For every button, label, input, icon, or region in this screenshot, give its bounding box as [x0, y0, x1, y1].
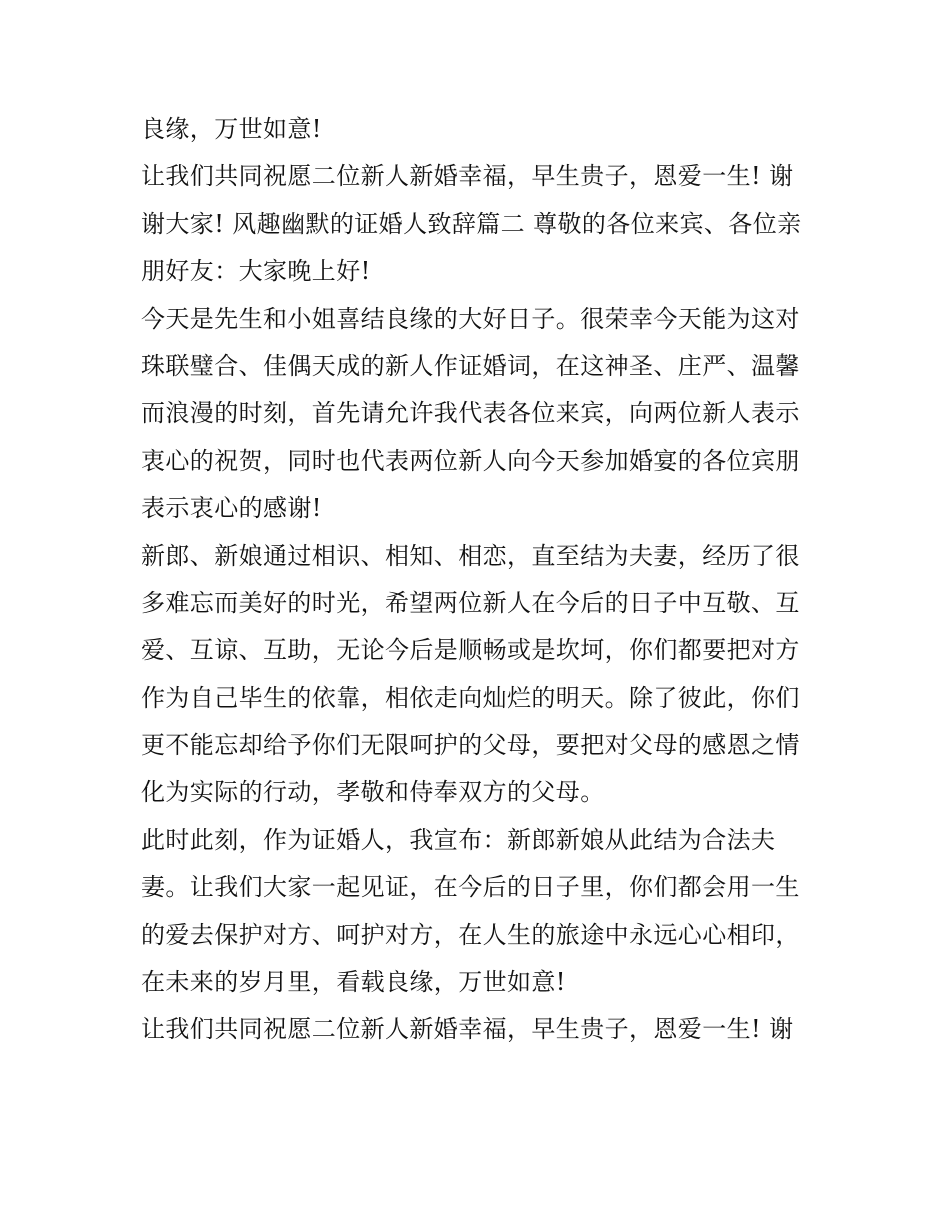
text-line: 化为实际的行动，孝敬和侍奉双方的父母。: [141, 778, 605, 807]
text-line: 的爱去保护对方、呵护对方，在人生的旅途中永远心心相印，: [141, 920, 800, 949]
text-line: 妻。让我们大家一起见证，在今后的日子里，你们都会用一生: [141, 873, 800, 902]
text-line: 朋好友：大家晚上好!: [141, 257, 371, 286]
text-line: 表示衷心的感谢!: [141, 494, 322, 523]
text-line: 良缘，万世如意!: [141, 115, 322, 143]
text-line: 新郎、新娘通过相识、相知、相恋，直至结为夫妻，经历了很: [141, 541, 800, 570]
text-line: 让我们共同祝愿二位新人新婚幸福，早生贵子，恩爱一生! 谢: [141, 1015, 794, 1044]
text-line: 珠联璧合、佳偶天成的新人作证婚词，在这神圣、庄严、温馨: [141, 351, 800, 380]
text-line: 衷心的祝贺，同时也代表两位新人向今天参加婚宴的各位宾朋: [141, 446, 800, 475]
text-line: 让我们共同祝愿二位新人新婚幸福，早生贵子，恩爱一生! 谢: [141, 162, 794, 191]
text-line: 作为自己毕生的依靠，相依走向灿烂的明天。除了彼此，你们: [141, 683, 800, 712]
text-line: 而浪漫的时刻，首先请允许我代表各位来宾，向两位新人表示: [141, 399, 800, 428]
text-line: 在未来的岁月里，看载良缘，万世如意!: [141, 968, 566, 997]
body-text: [141, 106, 821, 1054]
text-line: 更不能忘却给予你们无限呵护的父母，要把对父母的感恩之情: [141, 731, 800, 760]
text-line: 多难忘而美好的时光，希望两位新人在今后的日子中互敬、互: [141, 588, 800, 617]
text-line: 今天是先生和小姐喜结良缘的大好日子。很荣幸今天能为这对: [141, 304, 800, 333]
text-line: 谢大家! 风趣幽默的证婚人致辞篇二 尊敬的各位来宾、各位亲: [141, 209, 802, 238]
text-line: 爱、互谅、互助，无论今后是顺畅或是坎坷，你们都要把对方: [141, 636, 800, 665]
text-line: 此时此刻，作为证婚人，我宣布：新郎新娘从此结为合法夫: [141, 825, 776, 854]
